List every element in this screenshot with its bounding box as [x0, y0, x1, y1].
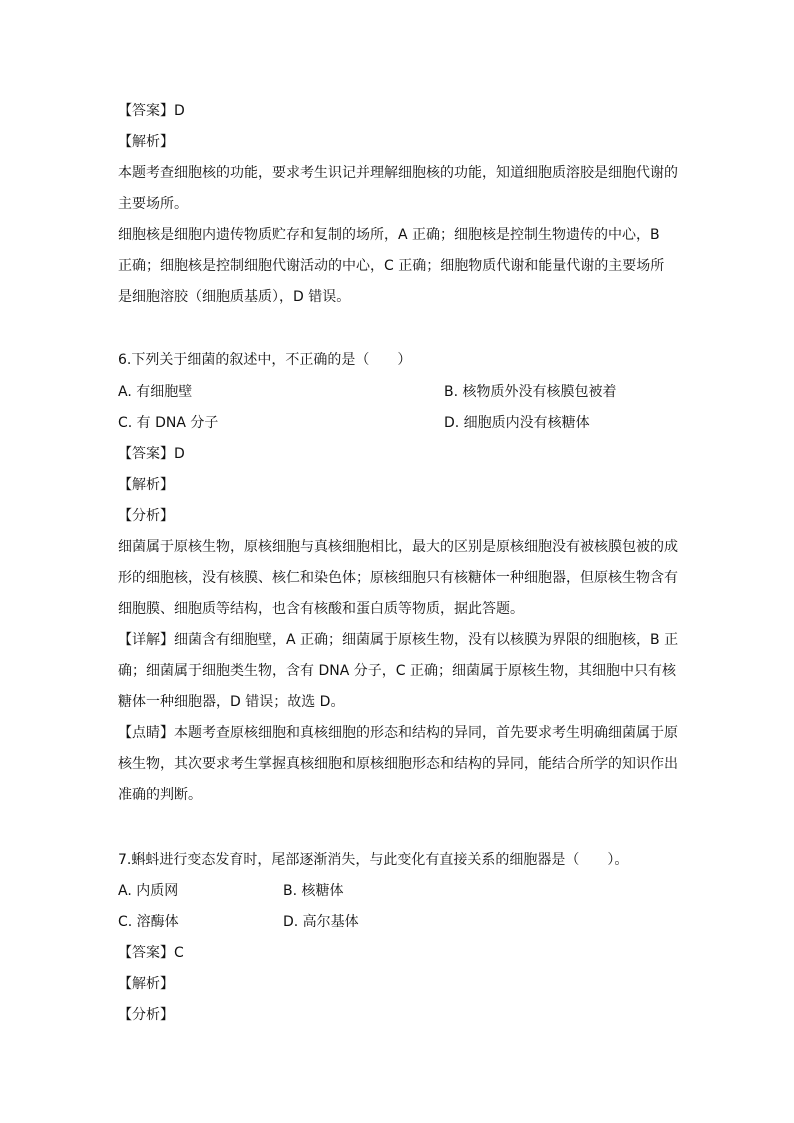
q6-answer-tag: 【答案】	[118, 446, 174, 462]
q6-dianjing-line: 本题考查原核细胞和真核细胞的形态和结构的异同，首先要求考生明确细菌属于原	[174, 725, 678, 741]
q5-answer	[118, 100, 185, 122]
q5-analysis-line: 是细胞溶胶（细胞质基质），D 错误。	[118, 289, 351, 305]
q6-dianjing	[118, 722, 678, 744]
q6-option-c: C. 有 DNA 分子	[118, 415, 219, 431]
q7-option-c: C. 溶酶体	[118, 914, 179, 930]
q5-analysis-line: 本题考查细胞核的功能，要求考生识记并理解细胞核的功能，知道细胞质溶胶是细胞代谢的	[118, 165, 678, 181]
q6-answer-value: D	[174, 446, 185, 462]
q6-option-d: D. 细胞质内没有核糖体	[444, 415, 590, 431]
q6-detail-line: 糖体一种细胞器，D 错误；故选 D。	[118, 694, 345, 710]
q7-fenxi-tag: 【分析】	[118, 1007, 174, 1023]
q6-fenxi-line: 形的细胞核，没有核膜、核仁和染色体；原核细胞只有核糖体一种细胞器，但原核生物含有	[118, 570, 678, 586]
q6-dianjing-tag: 【点睛】	[118, 725, 174, 741]
q7-option-d: D. 高尔基体	[283, 914, 359, 930]
q6-dianjing-line: 核生物，其次要求考生掌握真核细胞和原核细胞形态和结构的异同，能结合所学的知识作出	[118, 756, 678, 772]
q7-answer	[118, 942, 184, 964]
q6-detail-line: 确；细菌属于细胞类生物，含有 DNA 分子，C 正确；细菌属于原核生物，其细胞中只有核	[118, 663, 676, 679]
q6-fenxi-line: 细胞膜、细胞质等结构，也含有核酸和蛋白质等物质，据此答题。	[118, 601, 524, 617]
q7-answer-tag: 【答案】	[118, 945, 174, 961]
q5-analysis-line: 主要场所。	[118, 196, 188, 212]
q5-answer-tag: 【答案】	[118, 103, 174, 119]
q6-detail-line: 细菌含有细胞壁，A 正确；细菌属于原核生物，没有以核膜为界限的细胞核，B 正	[174, 632, 679, 648]
q6-fenxi-tag: 【分析】	[118, 508, 174, 524]
q7-option-b: B. 核糖体	[283, 883, 344, 899]
q6-option-a: A. 有细胞壁	[118, 384, 193, 400]
q6-option-b: B. 核物质外没有核膜包被着	[444, 384, 617, 400]
q6-detail-tag: 【详解】	[118, 632, 174, 648]
q5-analysis-tag: 【解析】	[118, 134, 174, 150]
q6-analysis-tag: 【解析】	[118, 477, 174, 493]
q5-analysis-line: 正确；细胞核是控制细胞代谢活动的中心，C 正确；细胞物质代谢和能量代谢的主要场所	[118, 258, 665, 274]
q5-answer-value: D	[174, 103, 185, 119]
q7-analysis-tag: 【解析】	[118, 976, 174, 992]
q6-dianjing-line: 准确的判断。	[118, 787, 202, 803]
q7-answer-value: C	[174, 945, 184, 961]
q5-analysis-line: 细胞核是细胞内遗传物质贮存和复制的场所，A 正确；细胞核是控制生物遗传的中心，B	[118, 227, 660, 243]
q6-answer	[118, 443, 185, 465]
q6-stem: 6.下列关于细菌的叙述中，不正确的是（ ）	[118, 352, 412, 368]
q7-option-a: A. 内质网	[118, 883, 179, 899]
q6-fenxi-line: 细菌属于原核生物，原核细胞与真核细胞相比，最大的区别是原核细胞没有被核膜包被的成	[118, 539, 678, 555]
q7-stem: 7.蝌蚪进行变态发育时，尾部逐渐消失，与此变化有直接关系的细胞器是（ ）。	[118, 852, 629, 868]
q6-detail	[118, 629, 678, 651]
